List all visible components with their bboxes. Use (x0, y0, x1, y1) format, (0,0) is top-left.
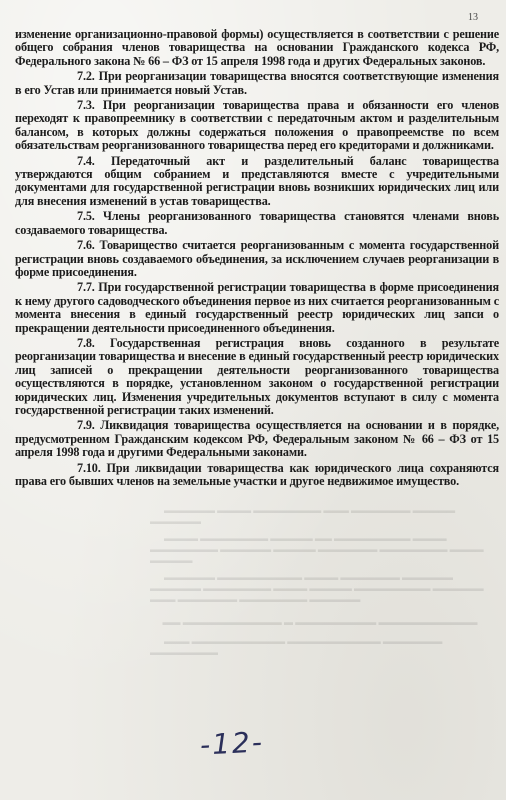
paragraph-7-2: 7.2. При реорганизации товарищества вносятся соответствующие изменения в его Устав или принимается новый Устав. (15, 69, 499, 97)
paragraph-7-8: 7.8. Государственная регистрация вновь созданного в результате реорганизации товарищества и внесение в единый государственный реестр юридических лиц записей о прекращении деятельности реорганизованного товарищества осуществляются в порядке, установленном законом о государственной регистрации юридических лиц. Изменения учредительных документов вступают в силу с момента государственной регистрации таких изменений. (15, 335, 499, 417)
document-body (15, 28, 499, 490)
handwritten-page-number: -12- (199, 725, 265, 762)
show-through-text: ▬▬▬▬▬▬ ▬▬▬▬ ▬▬▬▬▬▬▬▬ ▬▬▬ ▬▬▬▬▬▬▬ ▬▬▬▬▬ ▬▬▬▬▬▬ ▬▬▬▬ ▬▬▬▬▬▬▬▬ ▬▬▬▬▬ ▬▬ ▬▬▬▬▬▬▬▬▬ ▬▬▬▬ ▬▬▬▬▬▬▬▬ ▬▬▬▬▬▬ ▬▬▬▬▬ ▬▬▬▬▬▬▬ ▬▬▬▬▬▬▬▬ ▬▬▬▬ ▬▬▬▬▬ ▬▬▬▬▬▬ ▬▬▬▬▬▬▬▬▬▬ ▬▬▬▬ ▬▬▬▬▬▬▬ ▬▬▬▬▬▬ ▬▬▬▬▬▬ ▬▬▬▬▬▬▬▬ ▬▬▬▬ ▬▬▬▬▬ ▬▬▬▬▬▬▬▬▬ ▬▬▬▬▬▬ ▬▬▬ ▬▬▬▬▬▬▬ ▬▬▬▬▬▬▬▬ ▬▬▬▬▬▬ ▬▬ ▬▬▬▬▬▬▬▬▬▬▬ ▬ ▬▬▬▬▬▬▬▬▬ ▬▬▬▬▬▬▬▬▬▬▬ ▬▬▬ ▬▬▬▬▬▬▬▬▬▬▬ ▬▬▬▬▬▬▬▬▬▬▬ ▬▬▬▬▬▬▬ ▬▬▬▬▬▬▬▬ (150, 505, 484, 657)
paragraph-7-1-continued: изменение организационно-правовой формы) осуществляется в соответствии с решение общего собрания членов товарищества на основании Гражданского кодекса РФ, Федерального закона № 66 – ФЗ от 15 апреля 1998 года и других Федеральных законов. (15, 27, 499, 68)
paragraph-7-4: 7.4. Передаточный акт и разделительный баланс товарищества утверждаются общим собранием и представляются вместе с учредительными документами для государственной регистрации вновь возникших юридических лиц или для внесения изменений в устав товарищества. (15, 153, 499, 208)
paragraph-7-5: 7.5. Члены реорганизованного товарищества становятся членами вновь создаваемого товарищества. (15, 209, 499, 237)
paragraph-7-3: 7.3. При реорганизации товарищества права и обязанности его членов переходят к правопреемнику в соответствии с передаточным актом и разделительным балансом, в которых должны содержаться положения о правопреемстве по всем обязательствам реорганизованного товарищества перед его кредиторами и должниками. (15, 98, 499, 153)
paragraph-7-9: 7.9. Ликвидация товарищества осуществляется на основании и в порядке, предусмотренном Гражданским кодексом РФ, Федеральным законом № 66 – ФЗ от 15 апреля 1998 года и другими Федеральными законами. (15, 418, 499, 460)
paragraph-7-7: 7.7. При государственной регистрации товарищества в форме присоединения к нему другого садоводческого объединения первое из них считается реорганизованным с момента внесения в единый государственный реестр юридических лиц запси о прекращении деятельности присоединенного объединения. (15, 280, 499, 335)
paragraph-7-10: 7.10. При ликвидации товарищества как юридического лица сохраняются права его бывших членов на земельные участки и другое недвижимое имущество. (15, 460, 499, 488)
page-number: 13 (468, 12, 478, 23)
paragraph-7-6: 7.6. Товарищество считается реорганизованным с момента государственной регистрации вновь создаваемого объединения, за исключением случаев реорганизации в форме присоединения. (15, 238, 499, 279)
